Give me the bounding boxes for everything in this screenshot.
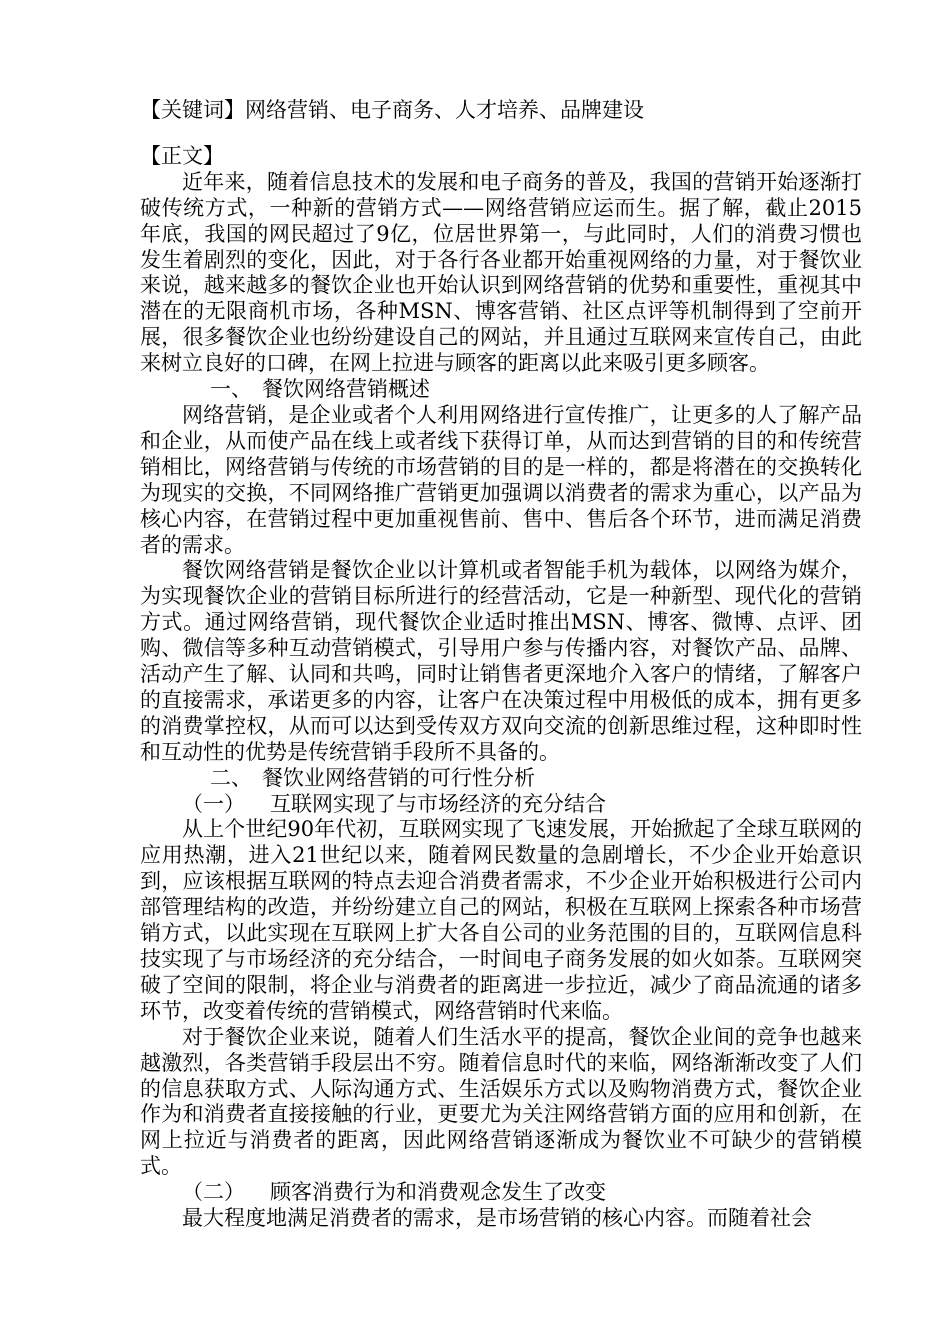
paragraph: 网络营销，是企业或者个人利用网络进行宣传推广，让更多的人了解产品和企业，从而使产品在线上或者线下获得订单，从而达到营销的目的和传统营销相比，网络营销与传统的市场营销的目的是一样的，都是将潜在的交换转化为现实的交换，不同网络推广营销更加强调以消费者的需求为重心，以产品为核心内容，在营销过程中更加重视售前、售中、售后各个环节，进而满足消费者的需求。: [140, 402, 862, 557]
section-title: 餐饮网络营销概述: [262, 377, 430, 402]
section-number: 二、: [210, 765, 252, 790]
subsection-heading-2: [140, 1180, 862, 1206]
document-body: [140, 98, 862, 1232]
intro-paragraph: 近年来，随着信息技术的发展和电子商务的普及，我国的营销开始逐渐打破传统方式，一种新的营销方式——网络营销应运而生。据了解，截止2015年底，我国的网民超过了9亿，位居世界第一，与此同时，人们的消费习惯也发生着剧烈的变化，因此，对于各行各业都开始重视网络的力量，对于餐饮业来说，越来越多的餐饮企业也开始认识到网络营销的优势和重要性，重视其中潜在的无限商机市场，各种MSN、博客营销、社区点评等机制得到了空前开展，很多餐饮企业也纷纷建设自己的网站，并且通过互联网来宣传自己，由此来树立良好的口碑，在网上拉进与顾客的距离以此来吸引更多顾客。: [140, 169, 862, 376]
keywords-line: 【关键词】网络营销、电子商务、人才培养、品牌建设: [140, 98, 644, 122]
paragraph: 从上个世纪90年代初，互联网实现了飞速发展，开始掀起了全球互联网的应用热潮，进入21世纪以来，随着网民数量的急剧增长，不少企业开始意识到，应该根据互联网的特点去迎合消费者需求，不少企业开始积极进行公司内部管理结构的改造，并纷纷建立自己的网站，积极在互联网上探索各种市场营销方式，以此实现在互联网上扩大各自公司的业务范围的目的，互联网信息科技实现了与市场经济的充分结合，一时间电子商务发展的如火如荼。互联网突破了空间的限制，将企业与消费者的距离进一步拉近，减少了商品流通的诸多环节，改变着传统的营销模式，网络营销时代来临。: [140, 817, 862, 1023]
body-label: 【正文】: [140, 143, 224, 168]
subsection-title: 互联网实现了与市场经济的充分结合: [270, 791, 606, 816]
subsection-heading-1: [140, 792, 862, 818]
paragraph: 餐饮网络营销是餐饮企业以计算机或者智能手机为载体，以网络为媒介，为实现餐饮企业的营销目标所进行的经营活动，它是一种新型、现代化的营销方式。通过网络营销，现代餐饮企业适时推出MSN、博客、微博、点评、团购、微信等多种互动营销模式，引导用户参与传播内容，对餐饮产品、品牌、活动产生了解、认同和共鸣，同时让销售者更深地介入客户的情绪，了解客户的直接需求，承诺更多的内容，让客户在决策过程中用极低的成本，拥有更多的消费掌控权，从而可以达到受传双方双向交流的创新思维过程，这种即时性和互动性的优势是传统营销手段所不具备的。: [140, 558, 862, 764]
section-number: 一、: [210, 377, 252, 402]
subsection-number: （二）: [182, 1180, 245, 1205]
subsection-number: （一）: [182, 791, 245, 816]
section-heading-1: [140, 377, 862, 403]
section-heading-2: [140, 766, 862, 792]
paragraph: 对于餐饮企业来说，随着人们生活水平的提高，餐饮企业间的竞争也越来越激烈，各类营销手段层出不穷。随着信息时代的来临，网络渐渐改变了人们的信息获取方式、人际沟通方式、生活娱乐方式以及购物消费方式，餐饮企业作为和消费者直接接触的行业，更要尤为关注网络营销方面的应用和创新，在网上拉近与消费者的距离，因此网络营销逐渐成为餐饮业不可缺少的营销模式。: [140, 1024, 862, 1179]
paragraph: 最大程度地满足消费者的需求，是市场营销的核心内容。而随着社会: [182, 1206, 812, 1231]
subsection-title: 顾客消费行为和消费观念发生了改变: [270, 1180, 606, 1205]
section-title: 餐饮业网络营销的可行性分析: [262, 765, 535, 790]
